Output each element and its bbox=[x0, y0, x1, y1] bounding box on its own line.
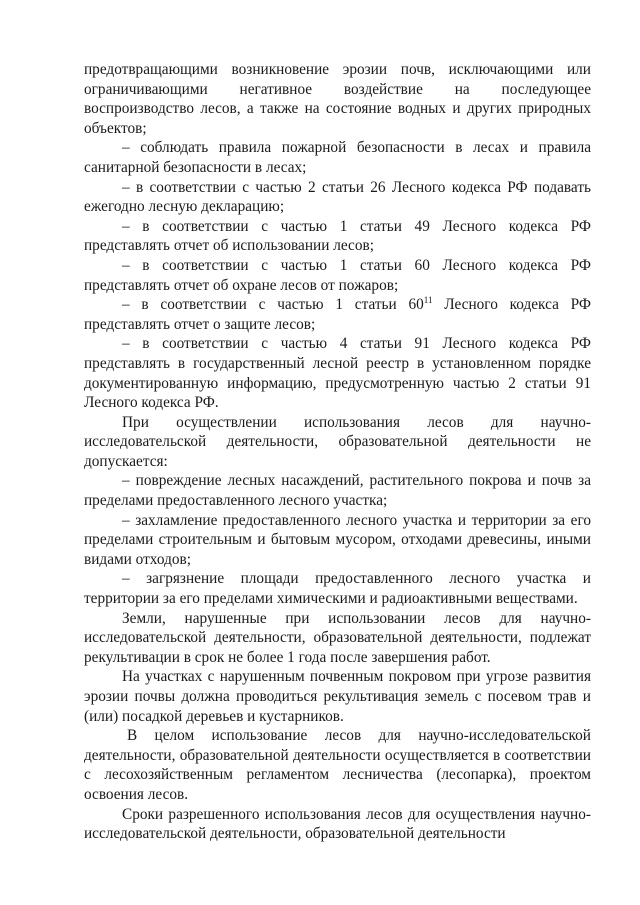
list-item-pollution: – загрязнение площади предоставленного лесного участка и территории за его пределами химическими и радиоактивными веществами. bbox=[84, 570, 591, 608]
footnote-superscript: 11 bbox=[423, 295, 433, 306]
paragraph-erosion: На участках с нарушенным почвенным покровом при угрозе развития эрозии почвы должна проводиться рекультивация земель с посевом трав и (или) посадкой деревьев и кустарников. bbox=[84, 668, 591, 725]
list-item-forest-declaration: – в соответствии с частью 2 статьи 26 Лесного кодекса РФ подавать ежегодно лесную декларацию; bbox=[84, 178, 591, 216]
paragraph-prohibitions-intro: При осуществлении использования лесов для научно-исследовательской деятельности, образовательной деятельности не допускается: bbox=[84, 413, 591, 470]
paragraph-recultivation: Земли, нарушенные при использовании лесов для научно-исследовательской деятельности, образовательной деятельности, подлежат рекультивации в срок не более 1 года после завершения работ. bbox=[84, 609, 591, 666]
list-item-damage: – повреждение лесных насаждений, растительного покрова и почв за пределами предоставленного лесного участка; bbox=[84, 472, 591, 510]
paragraph-terms: Сроки разрешенного использования лесов для осуществления научно-исследовательской деятельности, образовательной деятельности bbox=[84, 805, 591, 843]
list-item-littering: – захламление предоставленного лесного участка и территории за его пределами строительным и бытовым мусором, отходами древесины, иными видами отходов; bbox=[84, 511, 591, 568]
list-item-text-before: – в соответствии с частью 1 статьи 60 bbox=[122, 296, 424, 314]
list-item-fire-protection-report: – в соответствии с частью 1 статьи 60 Лесного кодекса РФ представлять отчет об охране лесов от пожаров; bbox=[84, 256, 591, 294]
paragraph-regulation: В целом использование лесов для научно-исследовательской деятельности, образовательной деятельности осуществляется в соответствии с лесохозяйственным регламентом лесничества (лесопарка), проектом освоения лесов. bbox=[84, 727, 591, 803]
paragraph-continuation: предотвращающими возникновение эрозии почв, исключающими или ограничивающими негативное воздействие на последующее воспроизводство лесов, а также на состояние водных и других природных объектов; bbox=[84, 61, 591, 137]
list-item-fire-safety: – соблюдать правила пожарной безопасности в лесах и правила санитарной безопасности в лесах; bbox=[84, 139, 591, 176]
list-item-usage-report: – в соответствии с частью 1 статьи 49 Лесного кодекса РФ представлять отчет об использовании лесов; bbox=[84, 217, 591, 255]
list-item-forest-protection-report bbox=[84, 295, 591, 334]
list-item-forest-registry: – в соответствии с частью 4 статьи 91 Лесного кодекса РФ представлять в государственный лесной реестр в установленном порядке документированную информацию, предусмотренную частью 2 статьи 91 Лесного кодекса РФ. bbox=[84, 335, 591, 412]
list-item-text-after: Лесного кодекса РФ представлять отчет о защите лесов; bbox=[84, 296, 591, 333]
